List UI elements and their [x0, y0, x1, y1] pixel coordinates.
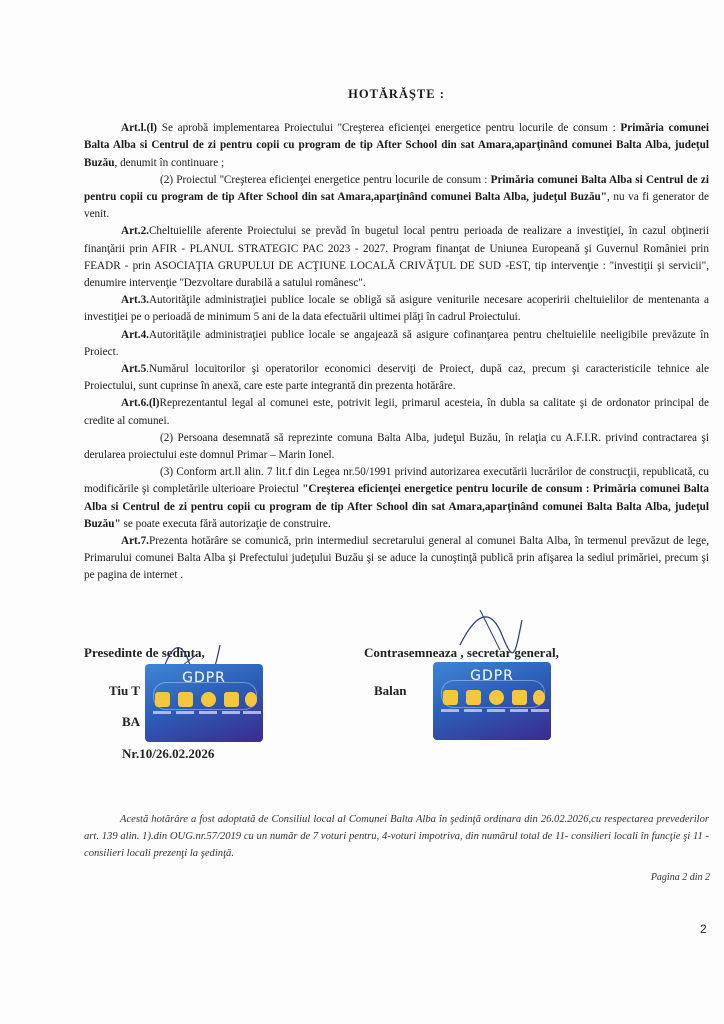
article-1-2: (2) Proiectul ''Creşterea eficienţei energetice pentru locurile de consum : Primăria comunei Balta Alba si Centrul de zi pentru copii cu program de tip After School din sat Amara,aparţinând comunei Balta Alba, judeţul Buzău", nu va fi generator de venit.	[84, 173, 709, 221]
article-4: Art.4.Autorităţile administraţiei publice locale se angajează să asigure cofinanţarea pentru cheltuielile neeligibile prevăzute în Proiect.	[84, 328, 709, 358]
folder-icon	[466, 690, 481, 705]
president-role: Presedinte de sedinta,	[84, 645, 205, 660]
article-1-1: Art.l.(l) Se aprobă implementarea Proiectului ''Creşterea eficienţei energetice pentru locurile de consum : Primăria comunei Balta Alba si Centrul de zi pentru copii cu program de tip After School din sat Amara,aparţinând comunei Balta Alba, judeţul Buzău, denumit în continuare ;	[84, 122, 710, 169]
article-6-1: Art.6.(l)Reprezentantul legal al comunei este, potrivit legii, primarul acesteia, în dubla sa calitate şi de ordonator principal de credite al comunei.	[84, 397, 709, 427]
lock-icon	[224, 692, 239, 707]
article-3: Art.3.Autorităţile administraţiei publice locale se obligă să asigure veniturile necesare acoperirii cheltuielilor de mentenanta a investiţiei pe o perioadă de minimum 5 ani de la data efectuării ultimei plăţi în cadrul Proiectului.	[84, 294, 709, 324]
article-6-2: (2) Persoana desemnată să reprezinte comuna Balta Alba, judeţul Buzău, în relaţia cu A.F.I.R. privind contractarea şi derularea proiectului este domnul Primar – Marin Ionel.	[84, 431, 709, 462]
gdpr-stamp-left	[145, 664, 263, 742]
gdpr-stamp-right	[433, 662, 551, 740]
key-icon	[245, 692, 257, 707]
key-icon	[533, 690, 545, 705]
gdpr-stamp-label: GDPR	[182, 670, 226, 686]
president-name: Tiu T	[109, 683, 140, 698]
lock-icon	[512, 690, 527, 705]
secretary-name: Balan	[374, 683, 407, 698]
page-number: 2	[700, 922, 707, 936]
decision-body	[84, 86, 709, 585]
page-label: Pagina 2 din 2	[650, 872, 710, 883]
shield-icon	[201, 692, 216, 707]
article-7: Art.7.Prezenta hotărâre se comunică, prin intermediul secretarului general al comunei Balta Alba, în termenul prevăzut de lege, Primarului comunei Balta Alba şi Prefectului judeţului Buzău şi se aduce la cunoştinţă publică prin afişarea la sediul primăriei, precum şi pe pagina de internet .	[84, 535, 709, 582]
adoption-note: Acestă hotărâre a fost adoptată de Consiliul local al Comunei Balta Alba în şedinţă ordinara din 26.02.2026,cu respectarea prevederilor art. 139 alin. 1).din OUG.nr.57/2019 cu un număr de 7 voturi pentru, 4-voturi impotriva, din numărul total de 11- consilieri locali în funcţie şi 11 - consilieri locali prezenţi la şedinţă.	[84, 814, 709, 859]
decision-number: Nr.10/26.02.2026	[122, 746, 215, 761]
gdpr-stamp-label: GDPR	[470, 668, 514, 684]
person-icon	[443, 690, 458, 705]
shield-icon	[489, 690, 504, 705]
decision-title: HOTĂRĂŞTE :	[348, 87, 445, 101]
signature-scribble-icon	[450, 590, 530, 660]
article-5: Art.5.Numărul locuitorilor şi operatorilor economici deserviţi de Proiect, după caz, precum şi caracteristicile tehnice ale Proiectului, sunt cuprinse în anexă, care este parte integrantă din prezenta hotărâre.	[84, 363, 709, 393]
person-icon	[155, 692, 170, 707]
article-2: Art.2.Cheltuielile aferente Proiectului se prevăd în bugetul local pentru perioada de realizare a investiţiei, în cazul obţinerii finanţării prin AFIR - PLANUL STRATEGIC PAC 2023 - 2027. Program finanţat de Uniunea Europeană şi Guvernul României prin FEADR - prin ASOCIAŢIA GRUPULUI DE ACŢIUNE LOCALĂ CRIVĂŢUL DE SUD -EST, tip intervenţie : ''investiţii şi servicii", denumire intervenţie ''Dezvoltare durabilă a satului românesc".	[84, 225, 709, 290]
secretary-role: Contrasemneaza , secretar general,	[364, 645, 559, 660]
folder-icon	[178, 692, 193, 707]
president-name-line2: BA	[122, 714, 141, 729]
article-6-3: (3) Conform art.ll alin. 7 lit.f din Legea nr.50/1991 privind autorizarea executării lucrărilor de construcţii, republicată, cu modificările şi completările ulterioare Proiectul "Creşterea eficienţei energetice pentru locurile de consum : Primăria comunei Balta Alba si Centrul de zi pentru copii cu program de tip After School din sat Amara,aparţinând comunei Balta Balta Alba, judeţul Buzău" se poate executa fără autorizaţie de construire.	[84, 466, 710, 530]
